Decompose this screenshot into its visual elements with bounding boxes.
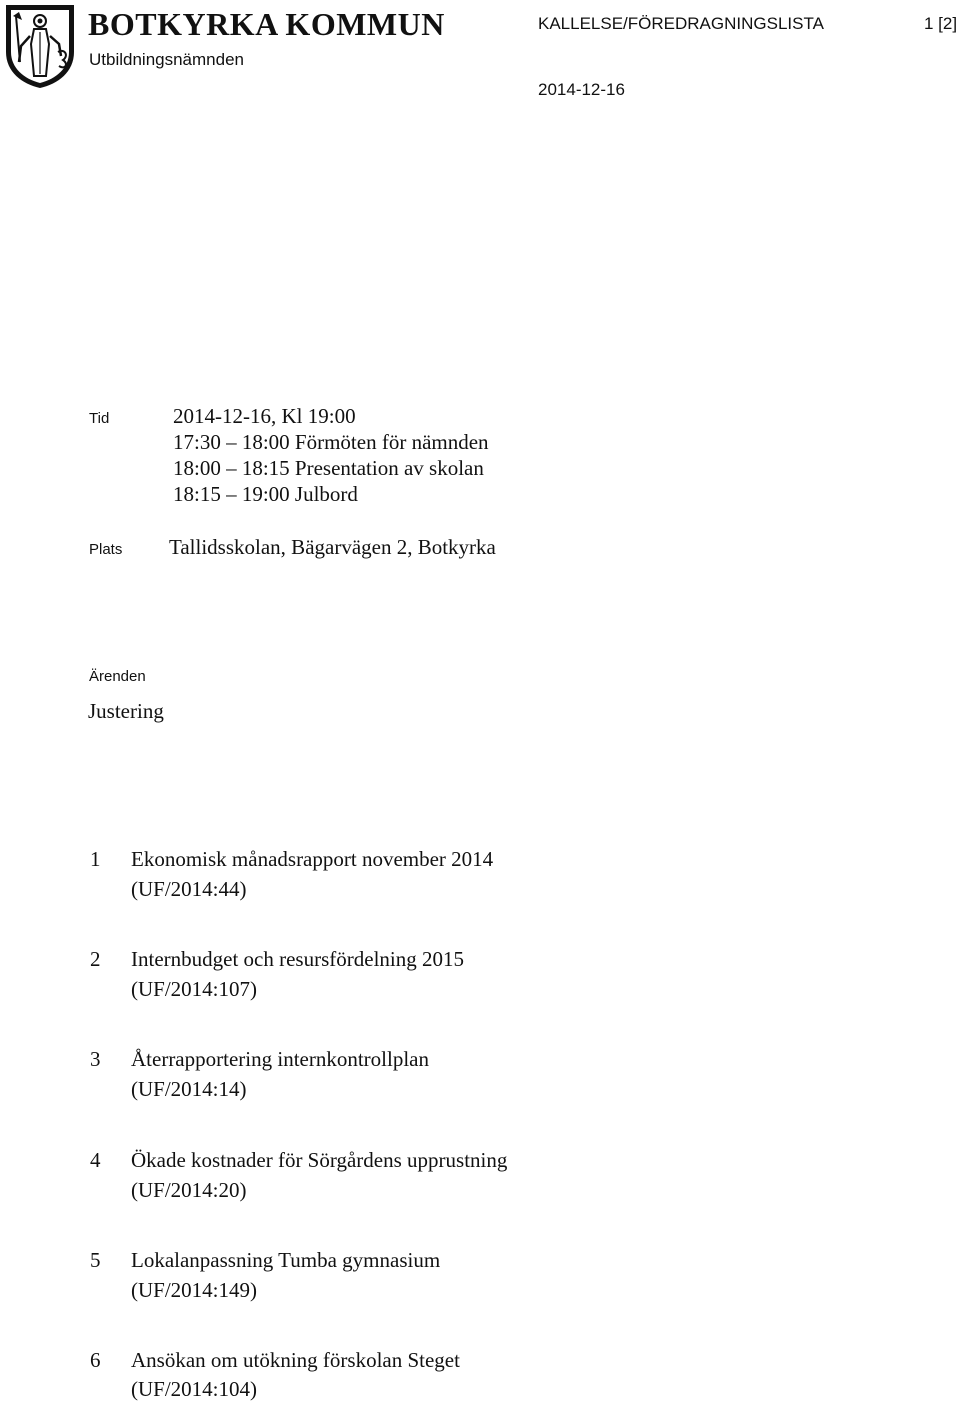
agenda-item-ref: (UF/2014:44) <box>131 877 247 901</box>
agenda-item-number: 4 <box>90 1148 101 1172</box>
agenda-item-title: Internbudget och resursfördelning 2015 <box>131 947 464 971</box>
agenda-item-title: Ekonomisk månadsrapport november 2014 <box>131 847 494 871</box>
tid-line: 17:30 – 18:00 Förmöten för nämnden <box>173 430 489 454</box>
tid-line: 2014-12-16, Kl 19:00 <box>173 404 356 428</box>
agenda-item-title: Ansökan om utökning förskolan Steget <box>131 1348 460 1372</box>
plats-label: Plats <box>89 541 123 558</box>
agenda-item-ref: (UF/2014:104) <box>131 1377 257 1401</box>
page-number: 1 [2] <box>924 14 958 33</box>
agenda-item-ref: (UF/2014:14) <box>131 1077 247 1101</box>
tid-line: 18:00 – 18:15 Presentation av skolan <box>173 456 484 480</box>
municipal-crest-logo <box>3 2 77 90</box>
agenda-item-ref: (UF/2014:107) <box>131 977 257 1001</box>
tid-block <box>173 403 489 507</box>
agenda-item-ref: (UF/2014:149) <box>131 1278 257 1302</box>
agenda-item-title: Lokalanpassning Tumba gymnasium <box>131 1248 441 1272</box>
document-type: KALLELSE/FÖREDRAGNINGSLISTA <box>538 14 824 33</box>
agenda-item-number: 5 <box>90 1248 101 1272</box>
org-unit: Utbildningsnämnden <box>89 50 244 69</box>
tid-label: Tid <box>89 410 110 427</box>
agenda-item-number: 6 <box>90 1348 101 1372</box>
org-name: BOTKYRKA KOMMUN <box>88 6 445 42</box>
agenda-item-number: 3 <box>90 1047 101 1071</box>
agenda-item-title: Ökade kostnader för Sörgårdens upprustning <box>131 1148 508 1172</box>
agenda-item-title: Återrapportering internkontrollplan <box>131 1047 429 1071</box>
agenda-item-number: 1 <box>90 847 101 871</box>
justering-heading: Justering <box>88 699 164 723</box>
agenda-item-number: 2 <box>90 947 101 971</box>
plats-value: Tallidsskolan, Bägarvägen 2, Botkyrka <box>169 535 496 559</box>
tid-line: 18:15 – 19:00 Julbord <box>173 482 358 506</box>
agenda-item-ref: (UF/2014:20) <box>131 1178 247 1202</box>
document-date: 2014-12-16 <box>538 80 625 99</box>
arenden-label: Ärenden <box>89 668 146 685</box>
